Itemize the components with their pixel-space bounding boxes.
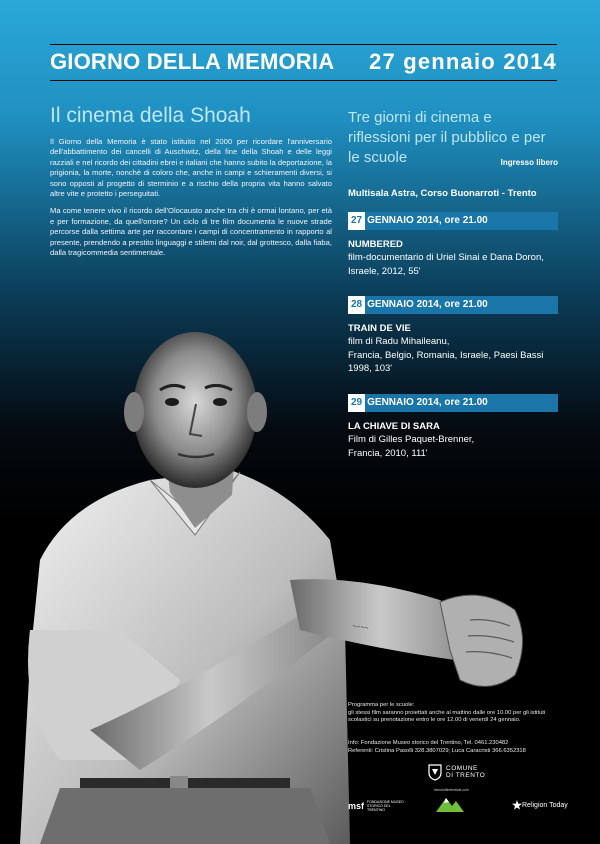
header-date: 27 gennaio 2014: [369, 49, 557, 74]
event-desc-line: 1998, 103': [348, 363, 393, 374]
coat-of-arms-icon: [428, 763, 442, 781]
event-film-title: TRAIN DE VIE: [348, 323, 411, 334]
event-date-rest: GENNAIO 2014, ore 21.00: [367, 397, 488, 408]
school-text: gli stessi film saranno proiettati anche al mattino dalle ore 10.00 per gli istituti scolastici su prenotazione entro le ore 12.00 di venerdì 24 gennaio.: [348, 709, 546, 724]
event-desc-line: Francia, Belgio, Romania, Israele, Paesi Bassi: [348, 349, 544, 361]
header-title: GIORNO DELLA MEMORIA: [50, 49, 335, 74]
event-date-bar: [348, 296, 558, 314]
contact-info: [348, 740, 560, 755]
school-title: Programma per le scuole:: [348, 702, 415, 708]
svg-text:~~~~: ~~~~: [351, 623, 369, 633]
intro-paragraph-1: Il Giorno della Memoria è stato istituito nel 2000 per ricordare l'anniversario dell'abbattimento dei cancelli di Auschwitz, della fine della Shoah e delle leggi razziali e nel ricordo dei cittadini ebrei e italiani che hanno subito la deportazione, la prigionia, la morte, nonchè di coloro che, anche in campi e schieramenti diversi, si sono opposti al progetto di sterminio e a rischio della propria vita hanno salvato altre vite e protetto i perseguitati.: [50, 137, 332, 199]
comune-di-trento-logo: [428, 762, 485, 782]
header-rule-top: [50, 44, 557, 45]
program-section: [348, 108, 558, 199]
comune-line-1: COMUNE: [446, 765, 478, 772]
event-desc-line: Film di Gilles Paquet-Brenner,: [348, 434, 475, 445]
program-title: Tre giorni di cinema e riflessioni per il pubblico e per le scuole: [348, 109, 546, 166]
msf-logo: [348, 800, 405, 812]
msf-subtitle: FONDAZIONE MUSEO STORICO DEL TRENTINO: [367, 800, 404, 812]
event-desc-line: Israele, 2012, 55': [348, 265, 421, 277]
event-date-rest: GENNAIO 2014, ore 21.00: [367, 299, 488, 310]
trento-film-festival-logo: [434, 788, 469, 819]
event-desc-line: film-documentario di Uriel Sinai e Dana Doron,: [348, 252, 544, 263]
event-date-rest: GENNAIO 2014, ore 21.00: [367, 215, 488, 226]
event-day: 28: [348, 296, 365, 314]
event-day: 29: [348, 394, 365, 412]
info-line-2: Referenti: Cristina Pasolli 328.3807029; Luca Caracristi 366.6352318: [348, 747, 526, 754]
comune-line-2: DI TRENTO: [446, 772, 486, 779]
event-desc-line: film di Radu Mihaileanu,: [348, 336, 450, 347]
religion-today-logo: [512, 800, 568, 810]
festival-url: #trentofilmfestival.com: [434, 788, 469, 792]
intro-section: [50, 104, 332, 265]
event-day: 27: [348, 212, 365, 230]
event-film-title: NUMBERED: [348, 239, 403, 250]
religion-today-text: Religion Today: [522, 801, 568, 809]
msf-mark: msf: [348, 801, 365, 811]
survivor-portrait-image: [0, 330, 600, 844]
intro-title: Il cinema della Shoah: [50, 104, 251, 127]
event-date-bar: [348, 212, 558, 230]
intro-paragraph-2: Ma come tenere vivo il ricordo dell'Olocausto anche tra chi è ormai lontano, per età e per formazione, da quell'orrore? Un ciclo di tre film documenta le nuove strade percorse dalla settima arte per raccontare i campi di concentramento in rapporto al presente, prendendo a prestito linguaggi e stilemi dal noir, dal grottesco, dalla fiaba, dalla tragicommedia sentimentale.: [50, 206, 332, 258]
mountain-icon: [434, 792, 466, 814]
star-icon: [512, 800, 522, 810]
free-entry-label: Ingresso libero: [500, 158, 558, 167]
school-program-note: [348, 702, 560, 725]
header-rule-bottom: [50, 80, 557, 81]
venue-label: Multisala Astra, Corso Buonarroti - Trento: [348, 188, 537, 199]
info-line-1: Info: Fondazione Museo storico del Trentino, Tel. 0461.230482: [348, 740, 509, 746]
event-1: [348, 212, 558, 278]
event-desc-line: Francia, 2010, 111': [348, 447, 428, 459]
event-film-title: LA CHIAVE DI SARA: [348, 421, 440, 432]
